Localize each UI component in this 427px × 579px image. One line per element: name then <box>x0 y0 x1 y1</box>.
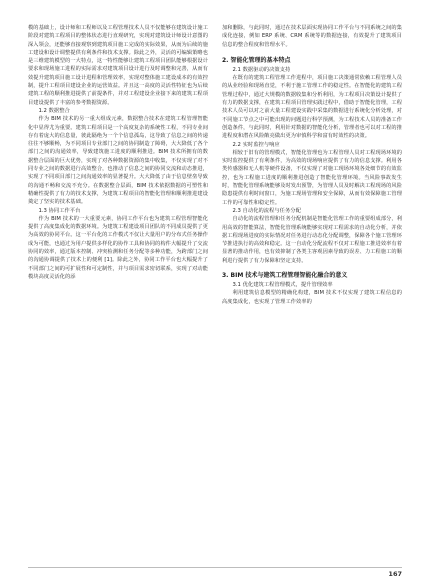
section-2-2-paragraph: 相较于旧有的管理模式，智能化管理也为工程管理人员对工程现场环境的实时监控提供了有利条件，为高效的现场响应提供了有力的信息支撑。利用各类传感器和无人机等硬件设备，不仅实现了对施工现场环境各处细节的有效监控，也为工程施工进度的顺利推进创造了智能化管理环境。当风险事故发生时，智能化管理系统能够及时发出预警，为管理人员及时解决工程现场的风险隐患提供有利时间窗口，为施工现场管理和安全保障，从而有效保障施工管理工作的可靠性和稳定性。 <box>222 149 402 206</box>
section-1-3-heading: 1.3 协同工作平台 <box>38 207 81 214</box>
right-column <box>222 24 402 306</box>
section-3-1-paragraph: 利用建筑信息模型的精确化构建，BIM 技术不仅实现了建筑工程信息的高度集成化，也实现了管理工作效率的 <box>222 290 402 305</box>
section-2-1-heading: 2.1 数据驱动的决策支持 <box>232 66 291 73</box>
left-intro-paragraph: 模的基础上，设计师和工程师以及工程管理技术人员不仅能够在建筑设计施工阶段对建筑工程项目的整体状态进行直观研究，实现对建筑设计师设计意图的深入领会，还能够直接观察到建筑项目施工完成的实际效果，从而为后续的施工建设和设计调整提供有利条件和技术支撑。除此之外，灵活的可编辑策略也是三维建筑模型的一大特点，这一特性能够让建筑工程项目团队能够根据设计要求和现场施工进程的实际需求对建筑项目设计进行及时调整和完善，从而有效提升建筑项目施工设计进程和管理效率，实现对整体施工建设成本的有效控制，提升工程项目建设企业的运营效益。并且这一高度的灵活性特征也为后续建筑工程的顺利推进提供了前提条件，并对工程建设企业接下来的建筑工程项目建设提供了丰富的参考数据资源。 <box>28 25 208 106</box>
section-1-2-paragraph: 作为 BIM 技术的另一重大组成元素，数据整合技术在建筑工程管理智能化中显得尤为重要。建筑工程项目是一个高度复杂的系统性工程，不同专业间存有着庞大的信息量，彼此隔绝为一个个信息孤岛，这导致了信息之间的传递往往不够顺畅，为不同项目专业部门之间的协同制造了障碍，大大降低了各个部门之间的沟通效率，导致建筑施工进度的顺利推进。BIM 技术所拥有的数据整合层面的巨大优势，实现了对各种数据资源的集中收集，不仅实现了对不同专业之间的数据进行高效整合，也推动了信息之间的协同交流和动态推进，实现了不同项目部门之间沟通效率的显著提升。大大降低了由于信息壁垒导致的沟通不畅和交流不充分。在数据整合层面，BIM 技术依据数据的可塑性和精确性提供了有力的技术支撑，为建筑工程项目的智能化管理和顺利推进建设奠定了坚实的技术基础。 <box>28 116 208 206</box>
page-number: 167 <box>388 570 402 578</box>
section-2-heading: 2. 智能化管理的基本特点 <box>222 56 291 64</box>
section-2-3-heading: 2.3 自动化的流程与任务分配 <box>232 207 301 214</box>
section-2-1-paragraph: 在既有的建筑工程管理工作进程中，项目施工决策通常依赖工程管理人员的从业经验和现场直觉，不利于施工管理工作的稳定性。在智能化的建筑工程管理过程中，通过大规模的数据收集和分析利用，为工程项目决策设计提供了有力的数据支撑，在建筑工程项目管理实践过程中，借助于智能化管理，工程技术人员可以对之前大量工程建设实践中采集的数据进行系统化分析处理，对不同施工节点之中可能出现的问题进行科学预测，为工程技术人员的准备工作创造条件，与此同时，利用针对数据的智能化分析，管理者也可以对工程的推进程度和潜在风险敞亮做出更为审慎科学和富有时效性的决策。 <box>222 75 402 140</box>
left-column <box>28 24 208 281</box>
section-2-2-heading: 2.2 实时监控与响应 <box>232 141 280 148</box>
section-3-1-heading: 3.1 优化建筑工程管理模式，提升管理效率 <box>232 282 333 289</box>
footer-divider <box>28 567 402 568</box>
right-intro-paragraph: 加和删除，与此同时，通过在技术层面实现协同工作平台与不同系统之间的集成化连接，例如 ERP 系统、CRM 系统等的数据连接，有效提升了建筑项目信息的整合程度和管理水平。 <box>222 25 402 48</box>
section-1-3-paragraph: 作为 BIM 技术的一大重要元素，协同工作平台也为建筑工程管理智能化提供了高度集成化的数据环境。为建筑工程建设项目团队的不同成员提供了更为高效的协同平台。这一平台化的工作模式不仅让大量用户的分布式任务操作成为可能，也通过为用户提供多样化的协作工具和协同的构件大幅提升了交流协同的效率，通过版本控制、冲突检测和任务分配等多种功能，为跨部门之间的沟通协调提供了技术上的便利 [1]。除此之外，协同工作平台也大幅提升了不同部门之间的可扩展性和可定制性，并与项目需求密切联系，实现了对动能模块高度灵活化的添 <box>28 215 208 280</box>
section-1-2-heading: 1.2 数据整合 <box>38 107 70 114</box>
section-3-heading: 3. BIM 技术与建筑工程管理智能化融合的意义 <box>222 272 348 280</box>
section-2-3-paragraph: 自动化的流程管理和任务分配机制是智能化管理工作的重要组成部分，利用高效的智能算法，智能化管理系统能够实现对工程需求的自动化分析，并依据工程现场进度的实际情况对任务进行动态化分配调整，保障各个施工管理环节推进执行的高效和稳定。这一自动化分配流程不仅对工程施工推进效率有着显著的推动作用，也有效抑制了各类主客观因素导致的误差、力工程施工的顺利进行提供了有力保障和坚定支持。 <box>222 216 402 264</box>
